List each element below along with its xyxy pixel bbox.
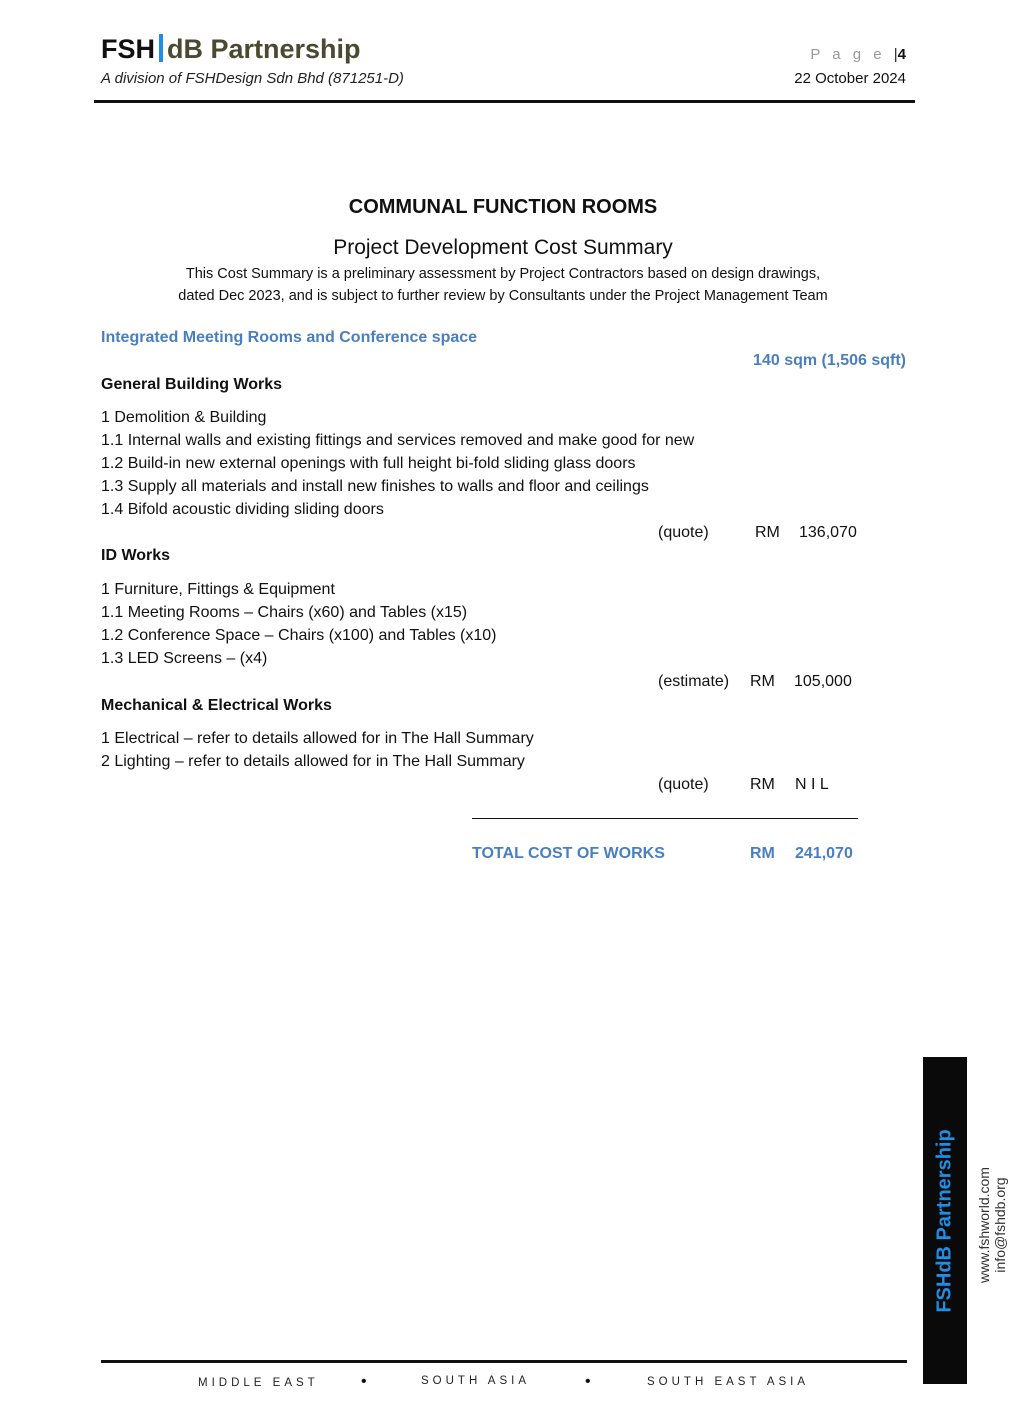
project-area: 140 sqm (1,506 sqft): [753, 352, 906, 369]
cost-amount: N I L: [795, 776, 829, 793]
footer-region: MIDDLE EAST: [198, 1377, 319, 1389]
page-number: 4: [897, 46, 906, 63]
cost-currency: RM: [750, 776, 775, 793]
bullet-icon: •: [585, 1373, 591, 1390]
document-date: 22 October 2024: [794, 70, 906, 87]
header-rule: [94, 100, 915, 103]
list-item: 2 Lighting – refer to details allowed for in The Hall Summary: [101, 753, 525, 770]
page-subtitle: Project Development Cost Summary: [333, 236, 673, 259]
section-heading: Mechanical & Electrical Works: [101, 697, 332, 714]
list-item: 1.2 Conference Space – Chairs (x100) and Tables (x10): [101, 627, 497, 644]
list-item: 1.2 Build-in new external openings with full height bi-fold sliding glass doors: [101, 455, 636, 472]
total-rule: [472, 818, 858, 819]
cost-basis: (quote): [658, 776, 709, 793]
brand-left: FSH: [101, 34, 155, 64]
list-item: 1 Demolition & Building: [101, 409, 267, 426]
total-currency: RM: [750, 845, 775, 862]
company-logo: [101, 34, 361, 65]
list-item: 1.1 Meeting Rooms – Chairs (x60) and Tables (x15): [101, 604, 468, 621]
cost-basis: (quote): [658, 524, 709, 541]
sidebar-brand-block: [923, 1057, 967, 1384]
total-amount: 241,070: [795, 845, 853, 862]
project-name: Integrated Meeting Rooms and Conference space: [101, 329, 478, 346]
total-label: TOTAL COST OF WORKS: [472, 845, 665, 862]
cost-currency: RM: [755, 524, 780, 541]
footer-rule: [101, 1360, 907, 1363]
email-link[interactable]: info@fshdb.org: [992, 1177, 1008, 1273]
footer-region: SOUTH ASIA: [421, 1375, 531, 1387]
contact-block: [972, 1150, 1012, 1300]
section-heading: ID Works: [101, 547, 171, 564]
list-item: 1 Electrical – refer to details allowed for in The Hall Summary: [101, 730, 534, 747]
division-text: A division of FSHDesign Sdn Bhd (871251-D): [101, 70, 404, 87]
page-separator: |: [893, 46, 898, 63]
list-item: 1.1 Internal walls and existing fittings and services removed and make good for new: [101, 432, 695, 449]
footer-region: SOUTH EAST ASIA: [647, 1376, 810, 1388]
list-item: 1.3 LED Screens – (x4): [101, 650, 268, 667]
page-title: COMMUNAL FUNCTION ROOMS: [348, 196, 658, 218]
list-item: 1 Furniture, Fittings & Equipment: [101, 581, 335, 598]
bullet-icon: •: [361, 1373, 367, 1390]
website-link[interactable]: www.fshworld.com: [976, 1167, 992, 1283]
intro-line: This Cost Summary is a preliminary assessment by Project Contractors based on design drawings,: [185, 266, 821, 282]
cost-basis: (estimate): [658, 673, 730, 690]
intro-line: dated Dec 2023, and is subject to further review by Consultants under the Project Management Team: [178, 288, 828, 304]
intro-text: [0, 263, 1006, 307]
cost-currency: RM: [750, 673, 775, 690]
list-item: 1.3 Supply all materials and install new finishes to walls and floor and ceilings: [101, 478, 649, 495]
cost-amount: 105,000: [794, 673, 852, 690]
list-item: 1.4 Bifold acoustic dividing sliding doors: [101, 501, 384, 518]
brand-right: dB Partnership: [167, 34, 361, 64]
sidebar-brand-text: FSHdB Partnership: [933, 1128, 956, 1313]
contact-text: [976, 1167, 1008, 1283]
cost-amount: 136,070: [799, 524, 857, 541]
page-label: P a g e: [810, 46, 886, 63]
section-heading: General Building Works: [101, 376, 283, 393]
brand-divider: [159, 34, 163, 62]
page-indicator: [810, 46, 906, 63]
